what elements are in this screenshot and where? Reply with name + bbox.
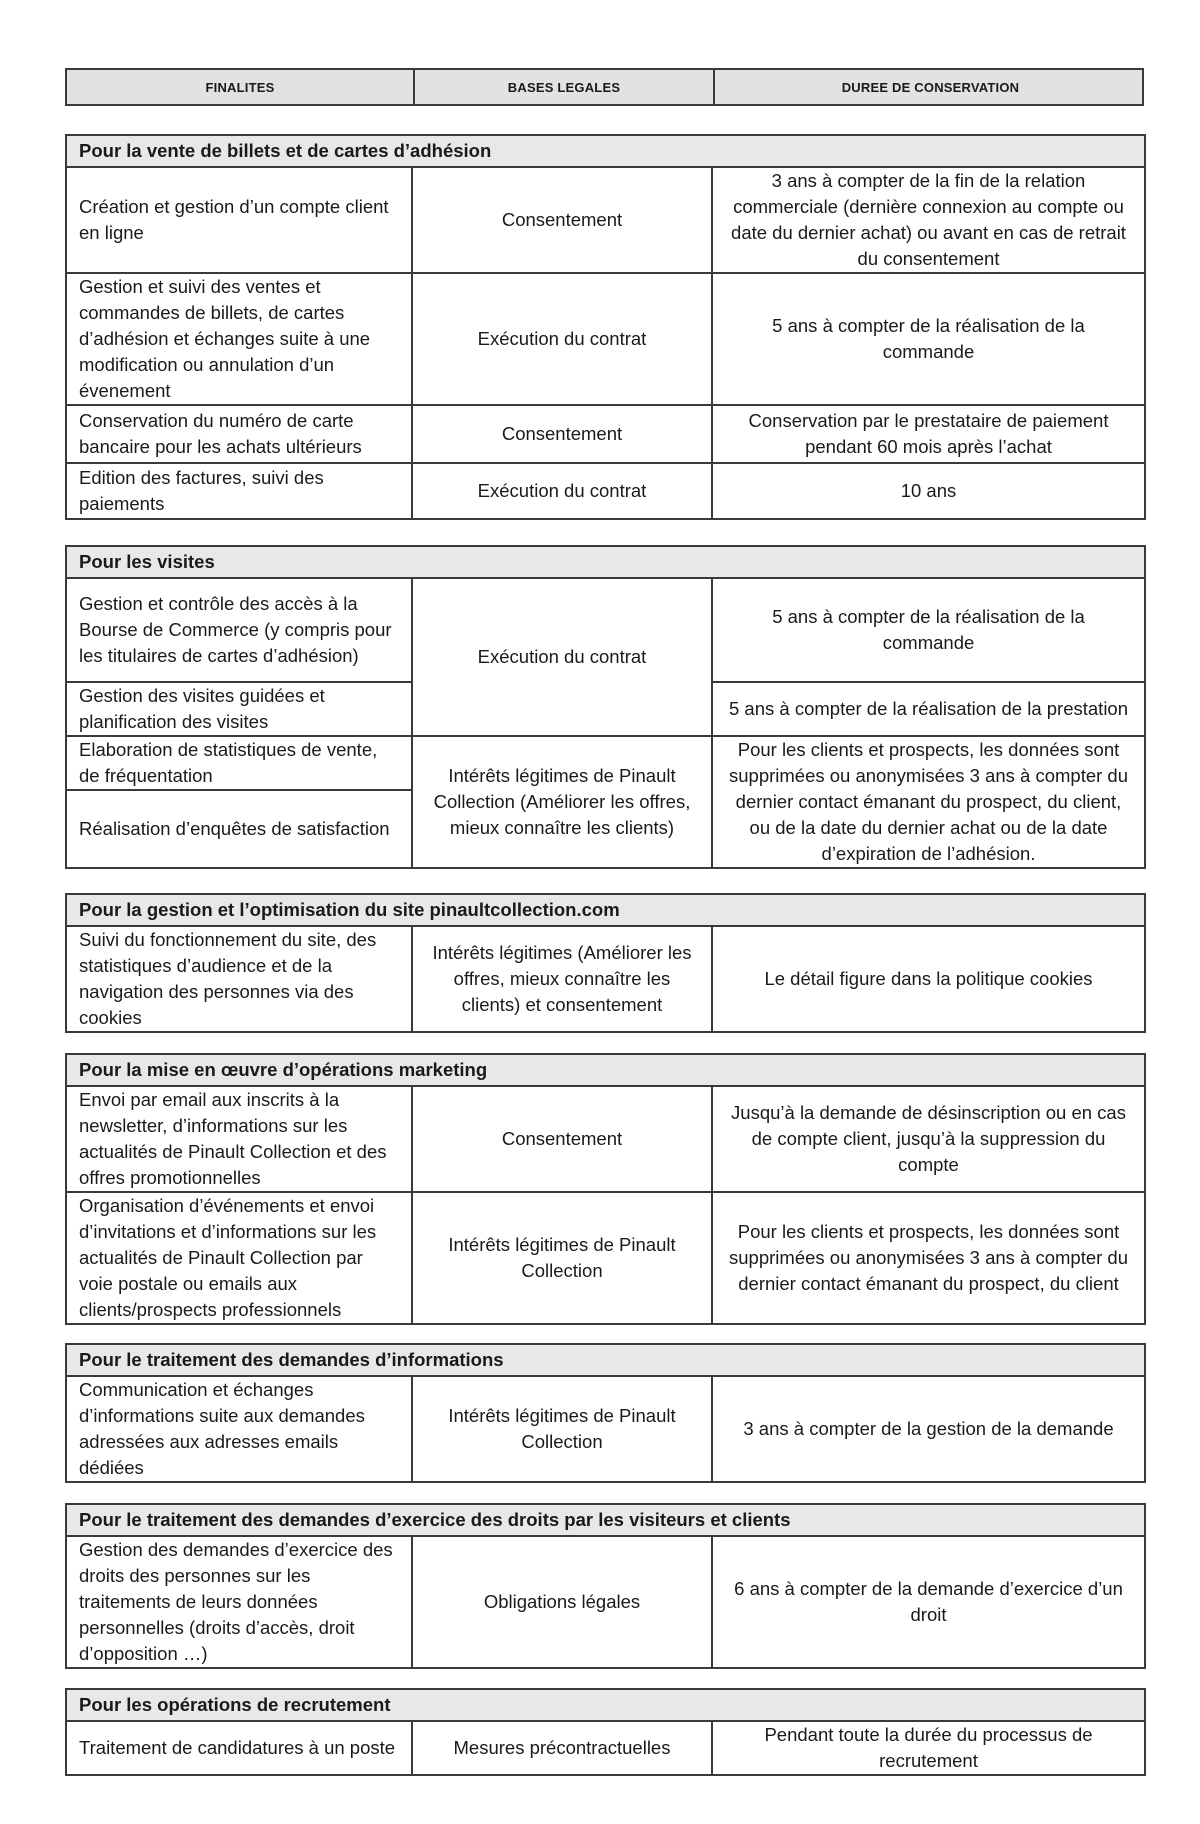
table-row bbox=[66, 405, 1145, 463]
finalite-cell: Gestion des visites guidées et planification des visites bbox=[66, 682, 412, 736]
section-title: Pour la vente de billets et de cartes d’adhésion bbox=[66, 135, 1145, 167]
duree-cell: 6 ans à compter de la demande d’exercice d’un droit bbox=[712, 1536, 1145, 1668]
duree-cell: Pour les clients et prospects, les données sont supprimées ou anonymisées 3 ans à compter du dernier contact émanant du prospect, du client, ou de la date du dernier achat ou de la date d’expiration de l’adhésion. bbox=[712, 736, 1145, 868]
duree-cell: Pour les clients et prospects, les données sont supprimées ou anonymisées 3 ans à compter du dernier contact émanant du prospect, du client bbox=[712, 1192, 1145, 1324]
section-marketing bbox=[65, 1053, 1146, 1325]
finalite-cell: Gestion des demandes d’exercice des droits des personnes sur les traitements de leurs données personnelles (droits d’accès, droit d’opposition …) bbox=[66, 1536, 412, 1668]
finalite-cell: Edition des factures, suivi des paiements bbox=[66, 463, 412, 519]
duree-cell: Jusqu’à la demande de désinscription ou en cas de compte client, jusqu’à la suppression du compte bbox=[712, 1086, 1145, 1192]
finalite-cell: Réalisation d’enquêtes de satisfaction bbox=[66, 790, 412, 868]
base-legale-cell: Intérêts légitimes (Améliorer les offres, mieux connaître les clients) et consentement bbox=[412, 926, 712, 1032]
header-bases-legales: BASES LEGALES bbox=[413, 70, 713, 104]
base-legale-cell: Exécution du contrat bbox=[412, 273, 712, 405]
duree-cell: 5 ans à compter de la réalisation de la commande bbox=[712, 273, 1145, 405]
table-row bbox=[66, 463, 1145, 519]
section-vente-billets bbox=[65, 134, 1146, 520]
finalite-cell: Gestion et contrôle des accès à la Bourse de Commerce (y compris pour les titulaires de cartes d’adhésion) bbox=[66, 578, 412, 682]
base-legale-cell: Consentement bbox=[412, 167, 712, 273]
base-legale-cell: Mesures précontractuelles bbox=[412, 1721, 712, 1775]
section-title: Pour la gestion et l’optimisation du site pinaultcollection.com bbox=[66, 894, 1145, 926]
section-title: Pour la mise en œuvre d’opérations marketing bbox=[66, 1054, 1145, 1086]
finalite-cell: Gestion et suivi des ventes et commandes de billets, de cartes d’adhésion et échanges suite à une modification ou annulation d’un évenement bbox=[66, 273, 412, 405]
finalite-cell: Traitement de candidatures à un poste bbox=[66, 1721, 412, 1775]
finalite-cell: Communication et échanges d’informations suite aux demandes adressées aux adresses emails dédiées bbox=[66, 1376, 412, 1482]
base-legale-cell: Intérêts légitimes de Pinault Collection bbox=[412, 1192, 712, 1324]
table-row bbox=[66, 1192, 1145, 1324]
duree-cell: 5 ans à compter de la réalisation de la prestation bbox=[712, 682, 1145, 736]
header-finalites: FINALITES bbox=[205, 79, 275, 95]
table-row bbox=[66, 578, 1145, 682]
duree-cell: 5 ans à compter de la réalisation de la commande bbox=[712, 578, 1145, 682]
section-visites bbox=[65, 545, 1146, 869]
table-row bbox=[66, 1376, 1145, 1482]
duree-cell: 10 ans bbox=[712, 463, 1145, 519]
duree-cell: 3 ans à compter de la gestion de la demande bbox=[712, 1376, 1145, 1482]
base-legale-cell: Intérêts légitimes de Pinault Collection bbox=[412, 1376, 712, 1482]
table-row bbox=[66, 167, 1145, 273]
base-legale-cell: Consentement bbox=[412, 405, 712, 463]
section-recrutement bbox=[65, 1688, 1146, 1776]
base-legale-cell: Obligations légales bbox=[412, 1536, 712, 1668]
table-row bbox=[66, 1086, 1145, 1192]
table-row bbox=[66, 1536, 1145, 1668]
header-duree-conservation: DUREE DE CONSERVATION bbox=[713, 70, 1146, 104]
section-title: Pour les opérations de recrutement bbox=[66, 1689, 1145, 1721]
duree-cell: 3 ans à compter de la fin de la relation commerciale (dernière connexion au compte ou date du dernier achat) ou avant en cas de retrait du consentement bbox=[712, 167, 1145, 273]
section-title: Pour le traitement des demandes d’informations bbox=[66, 1344, 1145, 1376]
finalite-cell: Organisation d’événements et envoi d’invitations et d’informations sur les actualités de Pinault Collection par voie postale ou emails aux clients/prospects professionnels bbox=[66, 1192, 412, 1324]
finalite-cell: Conservation du numéro de carte bancaire pour les achats ultérieurs bbox=[66, 405, 412, 463]
table-row bbox=[66, 273, 1145, 405]
table-header bbox=[65, 68, 1144, 106]
finalite-cell: Suivi du fonctionnement du site, des statistiques d’audience et de la navigation des personnes via des cookies bbox=[66, 926, 412, 1032]
base-legale-cell: Exécution du contrat bbox=[412, 578, 712, 736]
duree-cell: Pendant toute la durée du processus de recrutement bbox=[712, 1721, 1145, 1775]
duree-cell: Le détail figure dans la politique cookies bbox=[712, 926, 1145, 1032]
finalite-cell: Envoi par email aux inscrits à la newsletter, d’informations sur les actualités de Pinault Collection et des offres promotionnelles bbox=[66, 1086, 412, 1192]
section-title: Pour le traitement des demandes d’exercice des droits par les visiteurs et clients bbox=[66, 1504, 1145, 1536]
section-exercice-droits bbox=[65, 1503, 1146, 1669]
base-legale-cell: Exécution du contrat bbox=[412, 463, 712, 519]
section-demandes-informations bbox=[65, 1343, 1146, 1483]
section-site bbox=[65, 893, 1146, 1033]
base-legale-cell: Intérêts légitimes de Pinault Collection (Améliorer les offres, mieux connaître les clients) bbox=[412, 736, 712, 868]
table-row bbox=[66, 736, 1145, 790]
finalite-cell: Elaboration de statistiques de vente, de fréquentation bbox=[66, 736, 412, 790]
finalite-cell: Création et gestion d’un compte client en ligne bbox=[66, 167, 412, 273]
base-legale-cell: Consentement bbox=[412, 1086, 712, 1192]
table-row bbox=[66, 926, 1145, 1032]
section-title: Pour les visites bbox=[66, 546, 1145, 578]
duree-cell: Conservation par le prestataire de paiement pendant 60 mois après l’achat bbox=[712, 405, 1145, 463]
table-row bbox=[66, 1721, 1145, 1775]
